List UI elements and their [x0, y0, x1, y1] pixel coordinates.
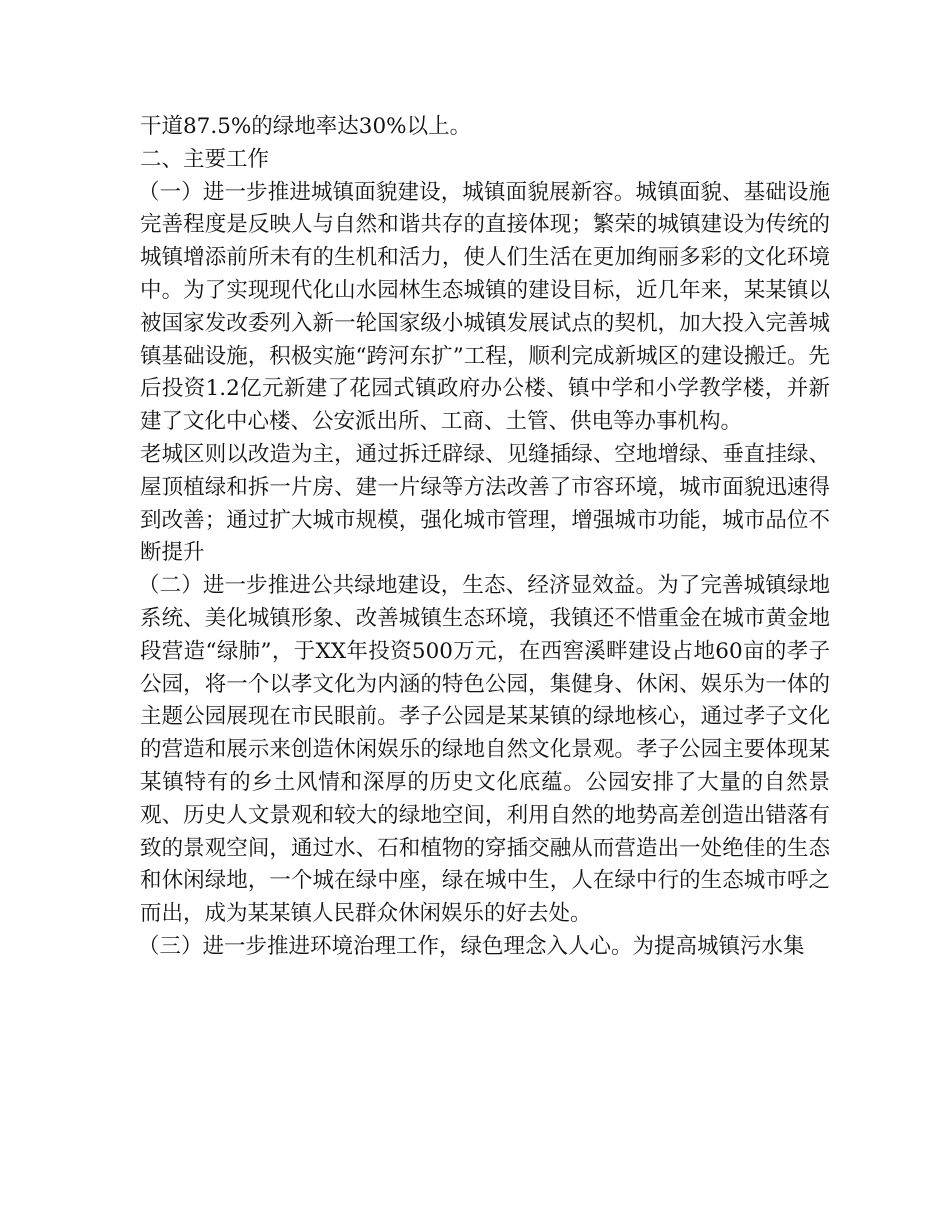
section-heading-main-work: 二、主要工作 [140, 146, 270, 172]
paragraph-public-green-space: （二）进一步推进公共绿地建设，生态、经济显效益。为了完善城镇绿地系统、美化城镇形象、改善城镇生态环境，我镇还不惜重金在城市黄金地段营造“绿肺”，于XX年投资500万元，在西窖溪畔建设占地60亩的孝子公园，将一个以孝文化为内涵的特色公园，集健身、休闲、娱乐为一体的主题公园展现在市民眼前。孝子公园是某某镇的绿地核心，通过孝子文化的营造和展示来创造休闲娱乐的绿地自然文化景观。孝子公园主要体现某某镇特有的乡土风情和深厚的历史文化底蕴。公园安排了大量的自然景观、历史人文景观和较大的绿地空间，利用自然的地势高差创造出错落有致的景观空间，通过水、石和植物的穿插交融从而营造出一处绝佳的生态和休闲绿地，一个城在绿中座，绿在城中生，人在绿中行的生态城市呼之而出，成为某某镇人民群众休闲娱乐的好去处。 [138, 573, 830, 927]
paragraph-greening-rate: 干道87.5%的绿地率达30%以上。 [140, 114, 472, 139]
paragraph-environment-governance: （三）进一步推进环境治理工作，绿色理念入人心。为提高城镇污水集 [138, 933, 805, 959]
paragraph-old-town-renovation: 老城区则以改造为主，通过拆迁辟绿、见缝插绿、空地增绿、垂直挂绿、屋顶植绿和拆一片房、建一片绿等方法改善了市容环境，城市面貌迅速得到改善；通过扩大城市规模，强化城市管理，增强城市功能，城市品位不断提升 [140, 441, 830, 566]
paragraph-town-appearance: （一）进一步推进城镇面貌建设，城镇面貌展新容。城镇面貌、基础设施完善程度是反映人与自然和谐共存的直接体现；繁荣的城镇建设为传统的城镇增添前所未有的生机和活力，使人们生活在更加绚丽多彩的文化环境中。为了实现现代化山水园林生态城镇的建设目标，近几年来，某某镇以被国家发改委列入新一轮国家级小城镇发展试点的契机，加大投入完善城镇基础设施，积极实施“跨河东扩”工程，顺利完成新城区的建设搬迁。先后投资1.2亿元新建了花园式镇政府办公楼、镇中学和小学教学楼，并新建了文化中心楼、公安派出所、工商、土管、供电等办事机构。 [138, 179, 830, 435]
document-body [140, 111, 830, 964]
